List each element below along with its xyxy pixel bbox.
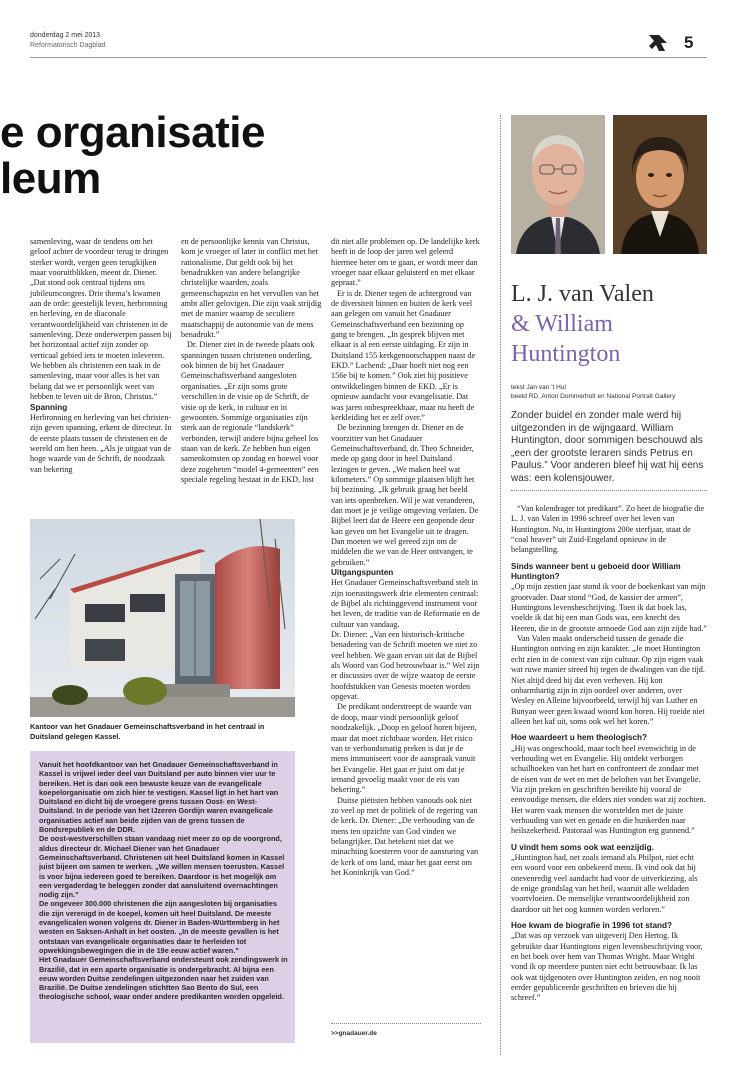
interview-column xyxy=(511,504,707,1004)
article-column-3 xyxy=(331,237,481,878)
sidebar-title-line-3: Huntington xyxy=(511,341,621,367)
paragraph: dit niet alle problemen op. De landelijke kerk heeft in de loop der jaren wel geleerd hiermee beter om te gaan, er wordt meer dan vroeger naar elkaar geluisterd en met elkaar gepraat.” xyxy=(331,237,480,288)
website-divider xyxy=(331,1023,481,1024)
paragraph: Dr. Diener: „Van een historisch-kritische benadering van de Schrift moeten we niet zo veel hebben. We gaan ervan uit dat de Bijbel als Woord van God betrouwbaar is.” Wel zijn er discussies over de wijze waarop de eerste hoofdstukken van Genesis moeten worden opgevat. xyxy=(331,630,480,702)
interview-question: Hoe kwam de biografie in 1996 tot stand? xyxy=(511,921,673,931)
info-box xyxy=(30,751,295,1043)
interview-answer: „Huntington had, net zoals iemand als Philpot, niet echt een woord voor een onbekeerd mens. Ik vind ook dat hij onevenredig veel aandacht had voor de uitverkiezing, als de enige grondslag van het heil, waaruit alle weldaden voortvloeien. De menselijke verantwoordelijkheid zon daardoor uit het oog kunnen worden verloren.” xyxy=(511,853,698,914)
van-valen-portrait xyxy=(511,115,605,254)
sidebar-intro: Zonder buidel en zonder male werd hij uitgezonden in de wijngaard. William Huntington, door sommigen beschouwd als „een der grootste leraren sinds Petrus en Paulus.” Voor anderen bleef hij wat hij eens was: een kolensjouwer. xyxy=(511,410,704,484)
paragraph: en de persoonlijke kennis van Christus, kom je vroeger of later in conflict met het rationalisme. Dat geldt ook bij het benadrukken van andere belangrijke christelijke waarden, zoals gemeenschapszin en het vervullen van het ambt aller gelovigen. Die zijn vaak strijdig met de manier waarop de seculiere maatschappij de autonomie van de mens benadrukt.” xyxy=(181,237,322,340)
sidebar-divider xyxy=(511,490,707,491)
website-link[interactable]: >>gnadauer.de xyxy=(331,1030,377,1037)
photo-caption: Kantoor van het Gnadauer Gemeinschaftsverband in het centraal in Duitsland gelegen Kassel. xyxy=(30,722,265,741)
subheading: Spanning xyxy=(30,402,68,412)
column-divider xyxy=(500,115,501,1055)
newspaper-logo-icon xyxy=(648,34,668,52)
credits xyxy=(511,383,675,401)
headline: e organisatie leum xyxy=(0,108,265,203)
office-building-photo xyxy=(30,519,295,717)
info-paragraph: De oost-westverschillen staan vandaag niet meer zo op de voorgrond, aldus directeur dr. Michael Diener van het Gnadauer Gemeinschaftsverband. Christenen uit heel Duitsland komen in Kassel juist bijeen om samen te werken. „We willen mensen toerusten. Kassel is voor bijna iedereen goed te bereiken. Daardoor is het mogelijk om een vergaderdag te beleggen zonder dat aansluitend overnachtingen nodig zijn.” xyxy=(39,834,285,900)
interview-answer: „Op mijn zestien jaar stond ik voor de boekenkast van mijn grootvader. Daar stond “God, de kassier der armen”, Huntingtons levensbeschrijving. Toen ik dat boek las, voelde ik dat hij een man Gods was, een knecht des Heeren, die in de grootste armoede God aan zijn zijde had.” xyxy=(511,582,707,633)
paragraph: Er is dr. Diener tegen de achtergrond van de diversiteit binnen en buiten de kerk veel aan gelegen om vanuit het Gnadauer Gemeinschaftsverband een bezinning op gang te brengen. „In gesprek blijven met elkaar is al een eerste uitdaging. Er zijn in Duitsland 155 kerkgenootschappen naast de EKD.” Lachend: „Daar hoeft niet nog een 156e bij te komen.” Ook ziet hij positieve ontwikkelingen binnen de EKD. „Er is opnieuw aandacht voor evangelisatie. Dat was jaren onbespreekbaar, maar nu heeft de kerkleiding het er zelf over.” xyxy=(331,288,476,422)
interview-question: U vindt hem soms ook wat eenzijdig. xyxy=(511,842,654,852)
publication-name: Reformatorisch Dagblad xyxy=(30,42,106,49)
sidebar-title xyxy=(511,279,711,369)
paragraph: De bezinning brengen dr. Diener en de voorzitter van het Gnadauer Gemeinschaftsverband, dr. Theo Schneider, mede op gang door in heel Duitsland lezingen te geven. „We maken heel wat kilometers.” Op sommige plaatsen blijft het bij bezinning. „Ik gebruik graag het beeld van iets openbreken. Wil je wat veranderen, dan moet je je veilige omgeving verlaten. De Bijbel leert dat de Heere een geopende deur kan geven om het Evangelie uit te dragen. Dan moeten we wel gereed zijn om de middelen die we van de Heer ontvangen, te gebruiken.” xyxy=(331,423,479,567)
info-paragraph: De ongeveer 300.000 christenen die zijn aangesloten bij organisaties die zijn verenigd in de koepel, komen uit heel Duitsland. De meeste evangelicalen wonen volgens dr. Diener in Baden-Württemberg in het westen en Saksen-Anhalt in het oosten. „In de meeste gevallen is het ontstaan van evangelicale organisaties daar te herleiden tot opwekkingsbewegingen die in de 19e eeuw actief waren.” xyxy=(39,899,280,955)
paragraph: “Van kolendrager tot predikant”. Zo heet de biografie die L. J. van Valen in 1996 schreef over het leven van Huntington. Nu, in Huntingtons 200e sterfjaar, staat de “coal heaver” uit Zuid-Engeland opnieuw in de belangstelling. xyxy=(511,504,705,555)
paragraph: De predikant onderstreept de waarde van de doop, maar vindt persoonlijk geloof noodzakelijk. „Doop en geloof horen bijeen, maar dat moet zichtbaar worden. Het risico van te verbondsmatig preken is dat je de mens immuniseert voor de aanspraak vanuit het Evangelie. Het gaat er juist om dat je iemand gevoelig maakt voor de eis van bekering.” xyxy=(331,702,477,795)
issue-date: donderdag 2 mei 2013 xyxy=(30,32,101,39)
interview-question: Sinds wanneer bent u geboeid door William Huntington? xyxy=(511,561,681,582)
info-paragraph: Het Gnadauer Gemeinschaftsverband ondersteunt ook zendingswerk in Brazilië, dat in een aparte organisatie is ondergebracht. Al bijna een eeuw worden Duitse zendelingen uitgezonden naar het zuiden van Brazilië. De Duitse zendelingen stichtten Sao Bento do Sul, een theologische school, waar onder andere predikanten worden opgeleid. xyxy=(39,955,288,1002)
masthead-divider xyxy=(30,57,707,58)
subheading: Uitgangspunten xyxy=(331,568,394,577)
paragraph: Duitse piëtisten hebben vanouds ook niet zo veel op met de politiek of de regering van de kerk. Dr. Diener: „De verhouding van de mens ten opzichte van God vinden we belangrijker. Dat betekent niet dat we minachting koesteren voor de aansturing van de kerk of ons land, maar het gaat eerst om het Koninkrijk van God.” xyxy=(331,795,479,877)
sidebar-title-line-2: & William xyxy=(511,311,613,337)
paragraph: Van Valen maakt onderscheid tussen de genade die Huntington ontving en zijn karakter. „Je moet Huntington echt zien in de context van zijn cultuur. Op zijn eigen vaak wat ruwe manier streed hij tegen de dwalingen van die tijd. Niet altijd deed hij dat even verheven. Hij kon onbarmhartig zijn in zijn oordeel over anderen, over Wesley en Alleine bijvoorbeeld, terwijl hij van Luther en Bunyan weer geen kwaad woord kon horen. Hij roeide niet alleen het kaf uit, soms ook wel het koren.” xyxy=(511,634,705,726)
interview-answer: „Dat was op verzoek van uitgeverij Den Hertog. Ik gebruikte daar Huntingtons eigen levensbeschrijving voor, en het boek over hem van Thomas Wright. Maar Wright vond ik op meerdere punten niet echt betrouwbaar. Ik las ook wat tijdgenoten over Huntington zeiden, en nog nooit eerder gepubliceerde geschriften en brieven die hij schreef.” xyxy=(511,931,703,1003)
paragraph: Herbronning en herleving van het christen-zijn geven spanning, erkent de directeur. In de eerste plaats tussen de christenen en de wereld om hen heen. „Als je uitgaat van de hoge waarde van de Schrift, de noodzaak van bekering xyxy=(30,412,172,474)
sidebar-title-line-1: L. J. van Valen xyxy=(511,281,654,307)
info-paragraph: Vanuit het hoofdkantoor van het Gnadauer Gemeinschaftsverband in Kassel is vrijwel ieder deel van Duitsland per auto binnen vier uur te bereiken. Het is dan ook een bewuste keuze van de evangelicale koepelorganisatie om zich hier te vestigen. Kassel ligt in het hart van Duitsland en dicht bij de vroegere grens tussen Oost- en West-Duitsland. In de periode van het IJzeren Gordijn waren evangelicale organisaties actief aan beide zijden van de grens tussen de Bondsrepubliek en de DDR. xyxy=(39,760,279,835)
paragraph: Dr. Diener ziet in de tweede plaats ook spanningen tussen christenen onderling, ook binnen de bij het Gnadauer Gemeinschaftsverband aangesloten organisaties. „Er zijn soms grote verschillen in de visie op de Schrift, de visie op de kerk, in cultuur en in gewoonten. Sommige organisaties zijn sterk aan de regionale “landskerk” verbonden, terwijl andere bijna geheel los staan van de kerk. Ze hebben hun eigen samenkomsten op zondag en hoewel voor deze zogeheten “model 4-gemeenten” een speciale regeling bestaat in de EKD, lost xyxy=(181,340,319,484)
text-credit: tekst Jan van ’t Hul xyxy=(511,384,566,391)
page-number: 5 xyxy=(684,33,694,52)
paragraph: Het Gnadauer Gemeinschaftsverband stelt in zijn toerustingswerk drie elementen centraal: de Bijbel als richtinggevend instrument voor het leven, de traditie van de Reformatie en de cultuur van vandaag. xyxy=(331,578,480,629)
paragraph: samenleving, waar de tendens om het geloof achter de voordeur terug te dringen sterker wordt, vergen geen terugkijken maar vooruitblikken, meent dr. Diener. „Dat stond ook centraal tijdens ons jubileumcongres. Drie thema’s kwamen aan de orde: geestelijk leven, herbronning en herleving, en de diaconale verantwoordelijkheid van christenen in de samenleving. Deze onderwerpen passen bij het horizontaal actief zijn zonder op verticaal gebied iets te moeten inleveren. We hebben als christenen een taak in de samenleving, maar voor alles is het van belang dat we er persoonlijk weet van hebben te leven uit de Bron, Christus.” xyxy=(30,237,172,402)
huntington-portrait xyxy=(613,115,707,254)
interview-answer: „Hij was ongeschoold, maar toch heel evenwichtig in de verhouding wet en Evangelie. Hij ontdekt verborgen schuilhoeken van het hart en confronteert de zondaar met de eisen van de wet en met de beloften van het Evangelie. Via zijn preken en geschriften bereikte hij vooral de eenvoudige mensen, die elders niet vonden wat zij zochten. Het waren vaak mensen die worstelden met de juiste verhouding van wet en genade en die hunkerden naar heilszekerheid. Pastoraal was Huntington erg gunnend.” xyxy=(511,743,706,836)
article-column-1 xyxy=(30,237,172,475)
photo-credit: beeld RD, Anton Dommerholt en National Portrait Gallery xyxy=(511,393,676,400)
article-column-2 xyxy=(181,237,323,485)
interview-question: Hoe waardeert u hem theologisch? xyxy=(511,733,648,743)
